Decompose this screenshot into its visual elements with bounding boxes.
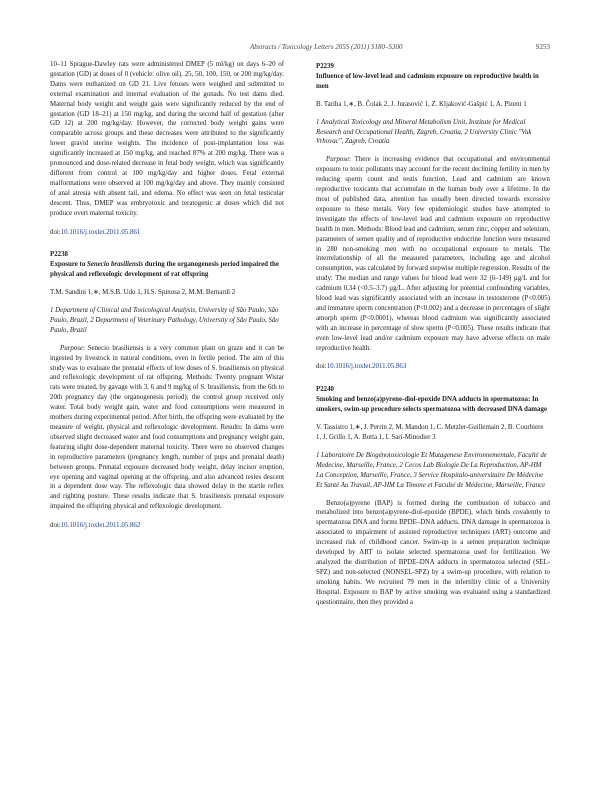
abstract-p2240	[316, 385, 550, 607]
abstract-body: Benzo(a)pyrene (BAP) is formed during the combustion of tobacco and metabolized into benzo(a)pyrene-diol-epoxide (BPDE), which binds covalently to spermatozoa DNA and forms BPDE–DNA adducts. DNA damage in spermatozoa is associated to impairment of assisted reproductive techniques (ART) outcome and increased risk of childhood cancer. Swim-up is a semen preparation technique developed by ART to isolate selected spermatozoa used for fertilization. We analyzed the distribution of BPDE–DNA adducts in spermatozoa selected (SEL-SPZ) and non-selected (NONSEL-SPZ) by a swim-up procedure, with relation to smoking habits. We recruited 79 men in the infertility clinic of a University Hospital. Exposure to BAP by active smoking was evaluated using a standardized questionnaire, then they provided a	[316, 499, 550, 606]
continued-abstract-doi	[50, 228, 284, 238]
page-number: S253	[535, 43, 550, 51]
doi-prefix: doi:	[316, 363, 327, 371]
abstract-affiliations: 1 Department of Clinical and Toxicological Analysis, University of São Paulo, São Paulo, Brazil, 2 Department of Veterinary Pathology, University of São Paulo, São Paulo, Brazil	[50, 307, 279, 334]
abstract-authors: V. Tassistro 1,∗, J. Perrin 2, M. Mandon 1, C. Metzler-Guillemain 2, B. Courbiere 1, J. Grillo 1, A. Botta 1, I. Sari-Minodier 3	[316, 424, 544, 441]
purpose-label: Purpose	[326, 156, 349, 164]
abstract-affiliations: 1 Laboratoire De Biogénotoxicologie Et Mutagenese Environnementale, Faculté de Medecine, Marseille, France, 2 Cecos Lab Biologie De La Reproduction, AP-HM La Conception, Marseille, France, 3 Service Hospitalo-universitaire De Médecine Et Santé Au Travail, AP-HM La Timone et Faculté de Médecine, Marseille, France	[316, 451, 547, 489]
abstract-number: P2239	[316, 63, 334, 70]
abstract-doi	[50, 521, 284, 531]
abstract-title: Exposure to Senecio brasiliensis during the organogenesis period impaired the physical and reflexologic development of rat offspring	[50, 261, 279, 279]
abstract-doi	[316, 362, 550, 372]
purpose-label: Purpose	[60, 344, 83, 352]
right-column	[316, 60, 550, 621]
abstract-body: Purpose: Senecio brasiliensis is a very common plant on graze and it can be ingested by livestock in natural conditions, even in fertile period. The aim of this study was to evaluate the prenatal effects of low doses of S. brasiliensis on physical and reflexologic development of rat offspring. Methods: Twenty pregnant Wistar rats were treated, by gavage with 3, 6 and 9 mg/kg of S. brasiliensis, from the 6th to 20th pregnancy day (the organogenesis period); the control group received only water. Total body weight gain, water and food consumptions were measured in mothers during experimental period. After birth, the offspring were evaluated by the measure of weight, physical and reflexologic development. Results: In dams were observed slight decreased water and food consumptions and pregnancy weight gain, featuring slight dose-dependent maternal toxicity. There were no observed changes in reproductive parameters (pregnancy length, number of pups and prenatal death) between groups. Prenatal exposure decreased body weight, delay incisor eruption, eye opening and vaginal opening at the offspring, and also advanced testes descent in a dependent dose way. The reflexologic data showed delay in the startle reflex and righting posture. These results indicate that S. brasiliensis prenatal exposure impaired the offspring physical and reflexologic development.	[50, 344, 284, 511]
abstract-authors: B. Tariba 1,∗, B. Čolak 2, J. Jurasović 1, Z. Kljaković-Gašpić 1, A. Pizent 1	[316, 100, 527, 108]
species-name: Senecio brasiliensis	[87, 261, 144, 269]
abstract-title: Influence of low-level lead and cadmium exposure on reproductive health in men	[316, 72, 539, 90]
running-header	[50, 43, 550, 55]
left-column	[50, 60, 284, 544]
abstract-number: P2238	[50, 251, 68, 259]
continued-abstract	[50, 60, 284, 237]
doi-link[interactable]: 10.1016/j.toxlet.2011.05.863	[326, 363, 407, 371]
continued-abstract-body: 10–11 Sprague-Dawley rats were administered DMEP (5 ml/kg) on days 6–20 of gestation (GD) at doses of 0 (vehicle: olive oil), 25, 50, 100, 150, or 200 mg/kg/day. Dams were euthanized on GD 21. Live fetuses were weighed and submitted to external examination and internal evaluation of the gonads. No test dams died. Maternal body weight and weight gain were significantly reduced by the end of gestation (GD 18–21) at 150 mg/kg, and during the second half of gestation (after GD 12) at 200 mg/kg/day. However, the corrected body weight gains were comparable across groups and these decreases were attributed to the significantly lower gravid uterine weights. The incidence of post-implantation loss was significantly increased at 150 mg/kg, and reached 87% at 200 mg/kg. There was a pronounced and dose-related decrease in fetal body weight, which was significantly different from control at 100 mg/kg/day and higher doses. Fetal external malformations were observed at 100 mg/kg/day and above. They mainly consisted of anal atresia with absent tail, and edema. No effect was seen on fetal testicular descent. Thus, DMEP was embryotoxic and teratogenic at doses which did not produce overt maternal toxicity.	[50, 61, 284, 217]
abstract-authors: T.M. Sandini 1,∗, M.S.B. Udo 1, H.S. Spinosa 2, M.M. Bernardi 2	[50, 289, 236, 297]
abstract-p2238	[50, 250, 284, 531]
abstract-affiliations: 1 Analytical Toxicology and Mineral Metabolism Unit, Institute for Medical Research and Occupational Health, Zagreb, Croatia, 2 University Clinic "Vuk Vrhovac", Zagreb, Croatia	[316, 118, 532, 146]
doi-link[interactable]: 10.1016/j.toxlet.2011.05.861	[60, 228, 141, 236]
abstract-title: Smoking and benzo(a)pyrene-diol-epoxide DNA adducts in spermatozoa: In smokers, swim-up procedure selects spermatozoa with decreased DNA damage	[316, 396, 548, 414]
doi-prefix: doi:	[50, 522, 61, 530]
abstract-p2239	[316, 62, 550, 372]
abstract-number: P2240	[316, 386, 334, 394]
journal-citation: Abstracts / Toxicology Letters 205S (2011) S180–S300	[250, 43, 403, 51]
doi-prefix: doi:	[50, 228, 61, 236]
doi-link[interactable]: 10.1016/j.toxlet.2011.05.862	[60, 522, 141, 530]
abstract-body: Purpose: There is increasing evidence that occupational and environmental exposure to toxic pollutants may account for the recent declining fertility in men by reducing sperm count and testis function. Lead and cadmium are known reproductive toxicants that accumulate in the human body over a lifetime. In the most of published data, attention has usually been directed towards excessive exposure to these metals. Very few epidemiologic studies have attempted to investigate the effects of low-level lead and cadmium exposure on reproductive health in men. Methods: Blood lead and cadmium, serum zinc, copper and selenium, parameters of semen quality and of reproductive endocrine function were measured in 280 non-smoking men with no occupational exposure to metals. The interrelationship of all the measured parameters, including age and alcohol consumption, was calculated by forward stepwise multiple regression. Results of the study: The median and range values for blood lead were 32 (6–149) µg/L and for cadmium 0.34 (<0.5–3.7) µg/L. After adjusting for potential confounding variables, blood lead was significantly associated with an increase in testosterone (P<0.005) and immature sperm concentration (P<0.002) and a decrease in percentages of slight amorph sperm (P<0.0001), whereas blood cadmium was significantly associated with an increase in percentage of slow sperm (P<0.005). These results indicate that even low-level lead and/or cadmium exposure may have adverse effects on male reproductive health.	[316, 156, 550, 352]
